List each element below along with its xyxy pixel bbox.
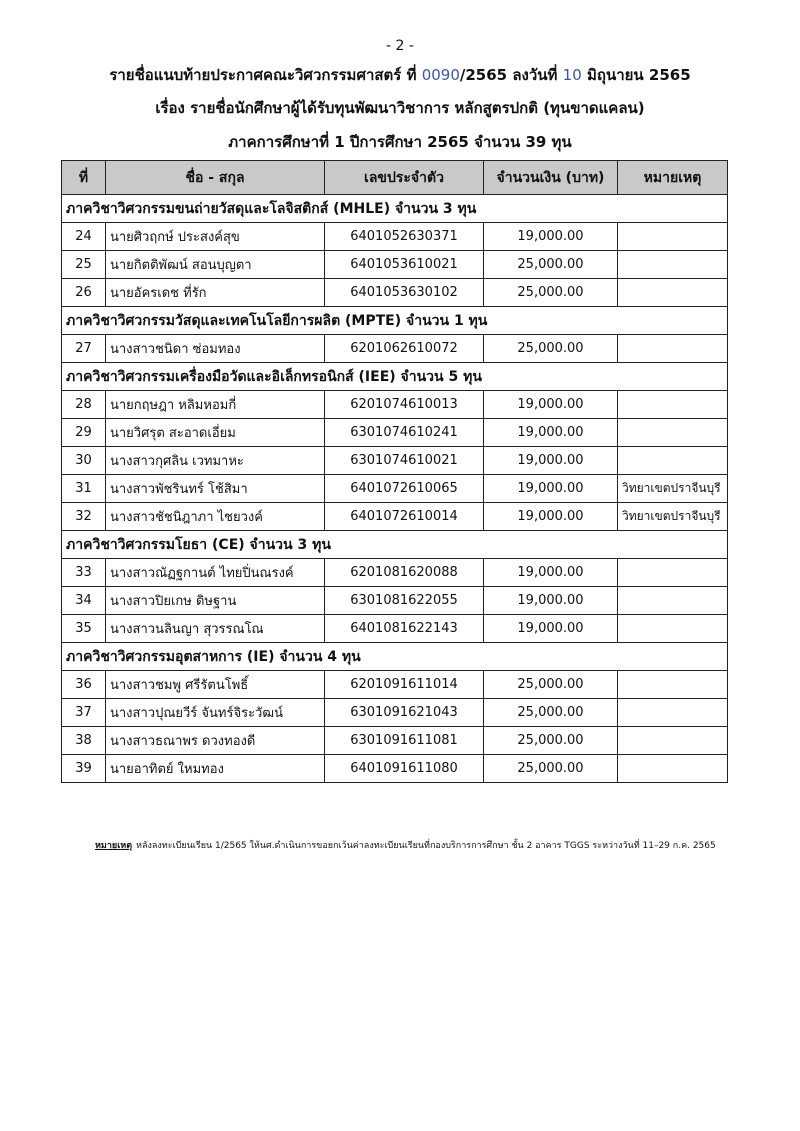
footnote-text: หลังลงทะเบียนเรียน 1/2565 ให้นศ.ดำเนินการขอยกเว้นค่าลงทะเบียนเรียนที่กองบริการการศึกษา ชั้น 2 อาคาร TGGS ระหว่างวันที่ 11–29 ก.ค. 2565 [136, 841, 716, 851]
row-no: 24 [62, 223, 106, 251]
row-name: นางสาวกุศลิน เวทมาหะ [106, 447, 325, 475]
footnote [95, 838, 716, 852]
row-name: นางสาวนลินญา สุวรรณโณ [106, 615, 325, 643]
section-row [62, 307, 728, 335]
document-number: 0090 [421, 66, 460, 84]
row-name: นายกฤษฎา หลิมหอมกี่ [106, 391, 325, 419]
row-student-id: 6301074610021 [325, 447, 484, 475]
row-amount: 19,000.00 [484, 559, 618, 587]
row-amount: 25,000.00 [484, 727, 618, 755]
row-student-id: 6301081622055 [325, 587, 484, 615]
row-no: 30 [62, 447, 106, 475]
row-amount: 19,000.00 [484, 447, 618, 475]
page-number: - 2 - [386, 38, 414, 54]
table-header-row [62, 161, 728, 195]
row-name: นางสาวธณาพร ดวงทองดี [106, 727, 325, 755]
announcement-heading [0, 63, 800, 87]
row-student-id: 6401072610065 [325, 475, 484, 503]
row-name: นางสาวปุณยวีร์ จันทร์จิระวัฒน์ [106, 699, 325, 727]
table-row [62, 419, 728, 447]
section-row [62, 363, 728, 391]
row-student-id: 6401053630102 [325, 279, 484, 307]
row-note [618, 419, 728, 447]
table-row [62, 671, 728, 699]
row-note [618, 251, 728, 279]
row-no: 38 [62, 727, 106, 755]
row-note [618, 755, 728, 783]
row-student-id: 6201091611014 [325, 671, 484, 699]
row-name: นางสาวพัชรินทร์ โช้สิมา [106, 475, 325, 503]
row-no: 28 [62, 391, 106, 419]
row-amount: 25,000.00 [484, 251, 618, 279]
heading-prefix: รายชื่อแนบท้ายประกาศคณะวิศวกรรมศาสตร์ ที่ [109, 66, 417, 84]
row-student-id: 6401053610021 [325, 251, 484, 279]
document-day: 10 [562, 66, 582, 84]
column-header-student-id: เลขประจำตัว [325, 161, 484, 195]
row-name: นายอาทิตย์ ใหมทอง [106, 755, 325, 783]
row-name: นางสาวชมพู ศรีรัตนโพธิ์ [106, 671, 325, 699]
row-amount: 19,000.00 [484, 615, 618, 643]
section-row [62, 195, 728, 223]
table-row [62, 503, 728, 531]
column-header-no: ที่ [62, 161, 106, 195]
row-student-id: 6401052630371 [325, 223, 484, 251]
row-amount: 19,000.00 [484, 223, 618, 251]
row-amount: 19,000.00 [484, 587, 618, 615]
row-name: นายอัครเดช ที่รัก [106, 279, 325, 307]
row-amount: 19,000.00 [484, 503, 618, 531]
row-amount: 25,000.00 [484, 335, 618, 363]
footnote-label: หมายเหตุ [95, 841, 133, 851]
row-student-id: 6201081620088 [325, 559, 484, 587]
row-student-id: 6301091611081 [325, 727, 484, 755]
table-row [62, 587, 728, 615]
table-row [62, 447, 728, 475]
row-no: 39 [62, 755, 106, 783]
table-row [62, 335, 728, 363]
row-amount: 25,000.00 [484, 755, 618, 783]
table-row [62, 251, 728, 279]
table-row [62, 391, 728, 419]
section-row [62, 643, 728, 671]
row-student-id: 6201074610013 [325, 391, 484, 419]
row-no: 31 [62, 475, 106, 503]
row-note [618, 447, 728, 475]
row-name: นายวิศรุต สะอาดเอี่ยม [106, 419, 325, 447]
row-student-id: 6201062610072 [325, 335, 484, 363]
row-no: 35 [62, 615, 106, 643]
row-amount: 19,000.00 [484, 475, 618, 503]
row-name: นายกิตติพัฒน์ สอนบุญตา [106, 251, 325, 279]
row-student-id: 6301074610241 [325, 419, 484, 447]
row-note: วิทยาเขตปราจีนบุรี [618, 503, 728, 531]
table-row [62, 727, 728, 755]
table-row [62, 615, 728, 643]
row-amount: 25,000.00 [484, 699, 618, 727]
row-note [618, 615, 728, 643]
section-title: ภาควิชาวิศวกรรมอุตสาหการ (IE) จำนวน 4 ทุน [62, 643, 728, 671]
row-no: 25 [62, 251, 106, 279]
row-no: 33 [62, 559, 106, 587]
row-note [618, 335, 728, 363]
row-name: นางสาวปิยเกษ ดิษฐาน [106, 587, 325, 615]
row-note [618, 279, 728, 307]
section-title: ภาควิชาวิศวกรรมโยธา (CE) จำนวน 3 ทุน [62, 531, 728, 559]
row-student-id: 6301091621043 [325, 699, 484, 727]
row-student-id: 6401091611080 [325, 755, 484, 783]
subject-heading: เรื่อง รายชื่อนักศึกษาผู้ได้รับทุนพัฒนาวิชาการ หลักสูตรปกติ (ทุนขาดแคลน) [155, 99, 645, 117]
table-row [62, 475, 728, 503]
row-note [618, 671, 728, 699]
column-header-name: ชื่อ - สกุล [106, 161, 325, 195]
table-row [62, 223, 728, 251]
semester-heading: ภาคการศึกษาที่ 1 ปีการศึกษา 2565 จำนวน 39 ทุน [228, 133, 572, 151]
row-no: 27 [62, 335, 106, 363]
column-header-amount: จำนวนเงิน (บาท) [484, 161, 618, 195]
row-name: นายศิวฤกษ์ ประสงค์สุข [106, 223, 325, 251]
row-note [618, 699, 728, 727]
row-name: นางสาวชนิดา ซ่อมทอง [106, 335, 325, 363]
row-student-id: 6401072610014 [325, 503, 484, 531]
table-row [62, 559, 728, 587]
column-header-note: หมายเหตุ [618, 161, 728, 195]
section-row [62, 531, 728, 559]
row-note: วิทยาเขตปราจีนบุรี [618, 475, 728, 503]
table-row [62, 755, 728, 783]
row-no: 29 [62, 419, 106, 447]
scholarship-table [61, 160, 728, 783]
heading-suffix: มิถุนายน 2565 [586, 66, 691, 84]
row-name: นางสาวณัฏฐกานต์ ไทยปิ่นณรงค์ [106, 559, 325, 587]
row-no: 37 [62, 699, 106, 727]
row-note [618, 727, 728, 755]
row-no: 32 [62, 503, 106, 531]
row-student-id: 6401081622143 [325, 615, 484, 643]
table-row [62, 699, 728, 727]
section-title: ภาควิชาวิศวกรรมเครื่องมือวัดและอิเล็กทรอนิกส์ (IEE) จำนวน 5 ทุน [62, 363, 728, 391]
row-note [618, 587, 728, 615]
row-note [618, 559, 728, 587]
table-row [62, 279, 728, 307]
row-amount: 19,000.00 [484, 419, 618, 447]
row-note [618, 391, 728, 419]
section-title: ภาควิชาวิศวกรรมวัสดุและเทคโนโลยีการผลิต (MPTE) จำนวน 1 ทุน [62, 307, 728, 335]
row-no: 26 [62, 279, 106, 307]
row-no: 34 [62, 587, 106, 615]
row-amount: 25,000.00 [484, 279, 618, 307]
row-amount: 19,000.00 [484, 391, 618, 419]
row-amount: 25,000.00 [484, 671, 618, 699]
row-name: นางสาวชัชนิฎาภา ไชยวงค์ [106, 503, 325, 531]
row-no: 36 [62, 671, 106, 699]
heading-mid: /2565 ลงวันที่ [459, 66, 558, 84]
section-title: ภาควิชาวิศวกรรมขนถ่ายวัสดุและโลจิสติกส์ (MHLE) จำนวน 3 ทุน [62, 195, 728, 223]
row-note [618, 223, 728, 251]
